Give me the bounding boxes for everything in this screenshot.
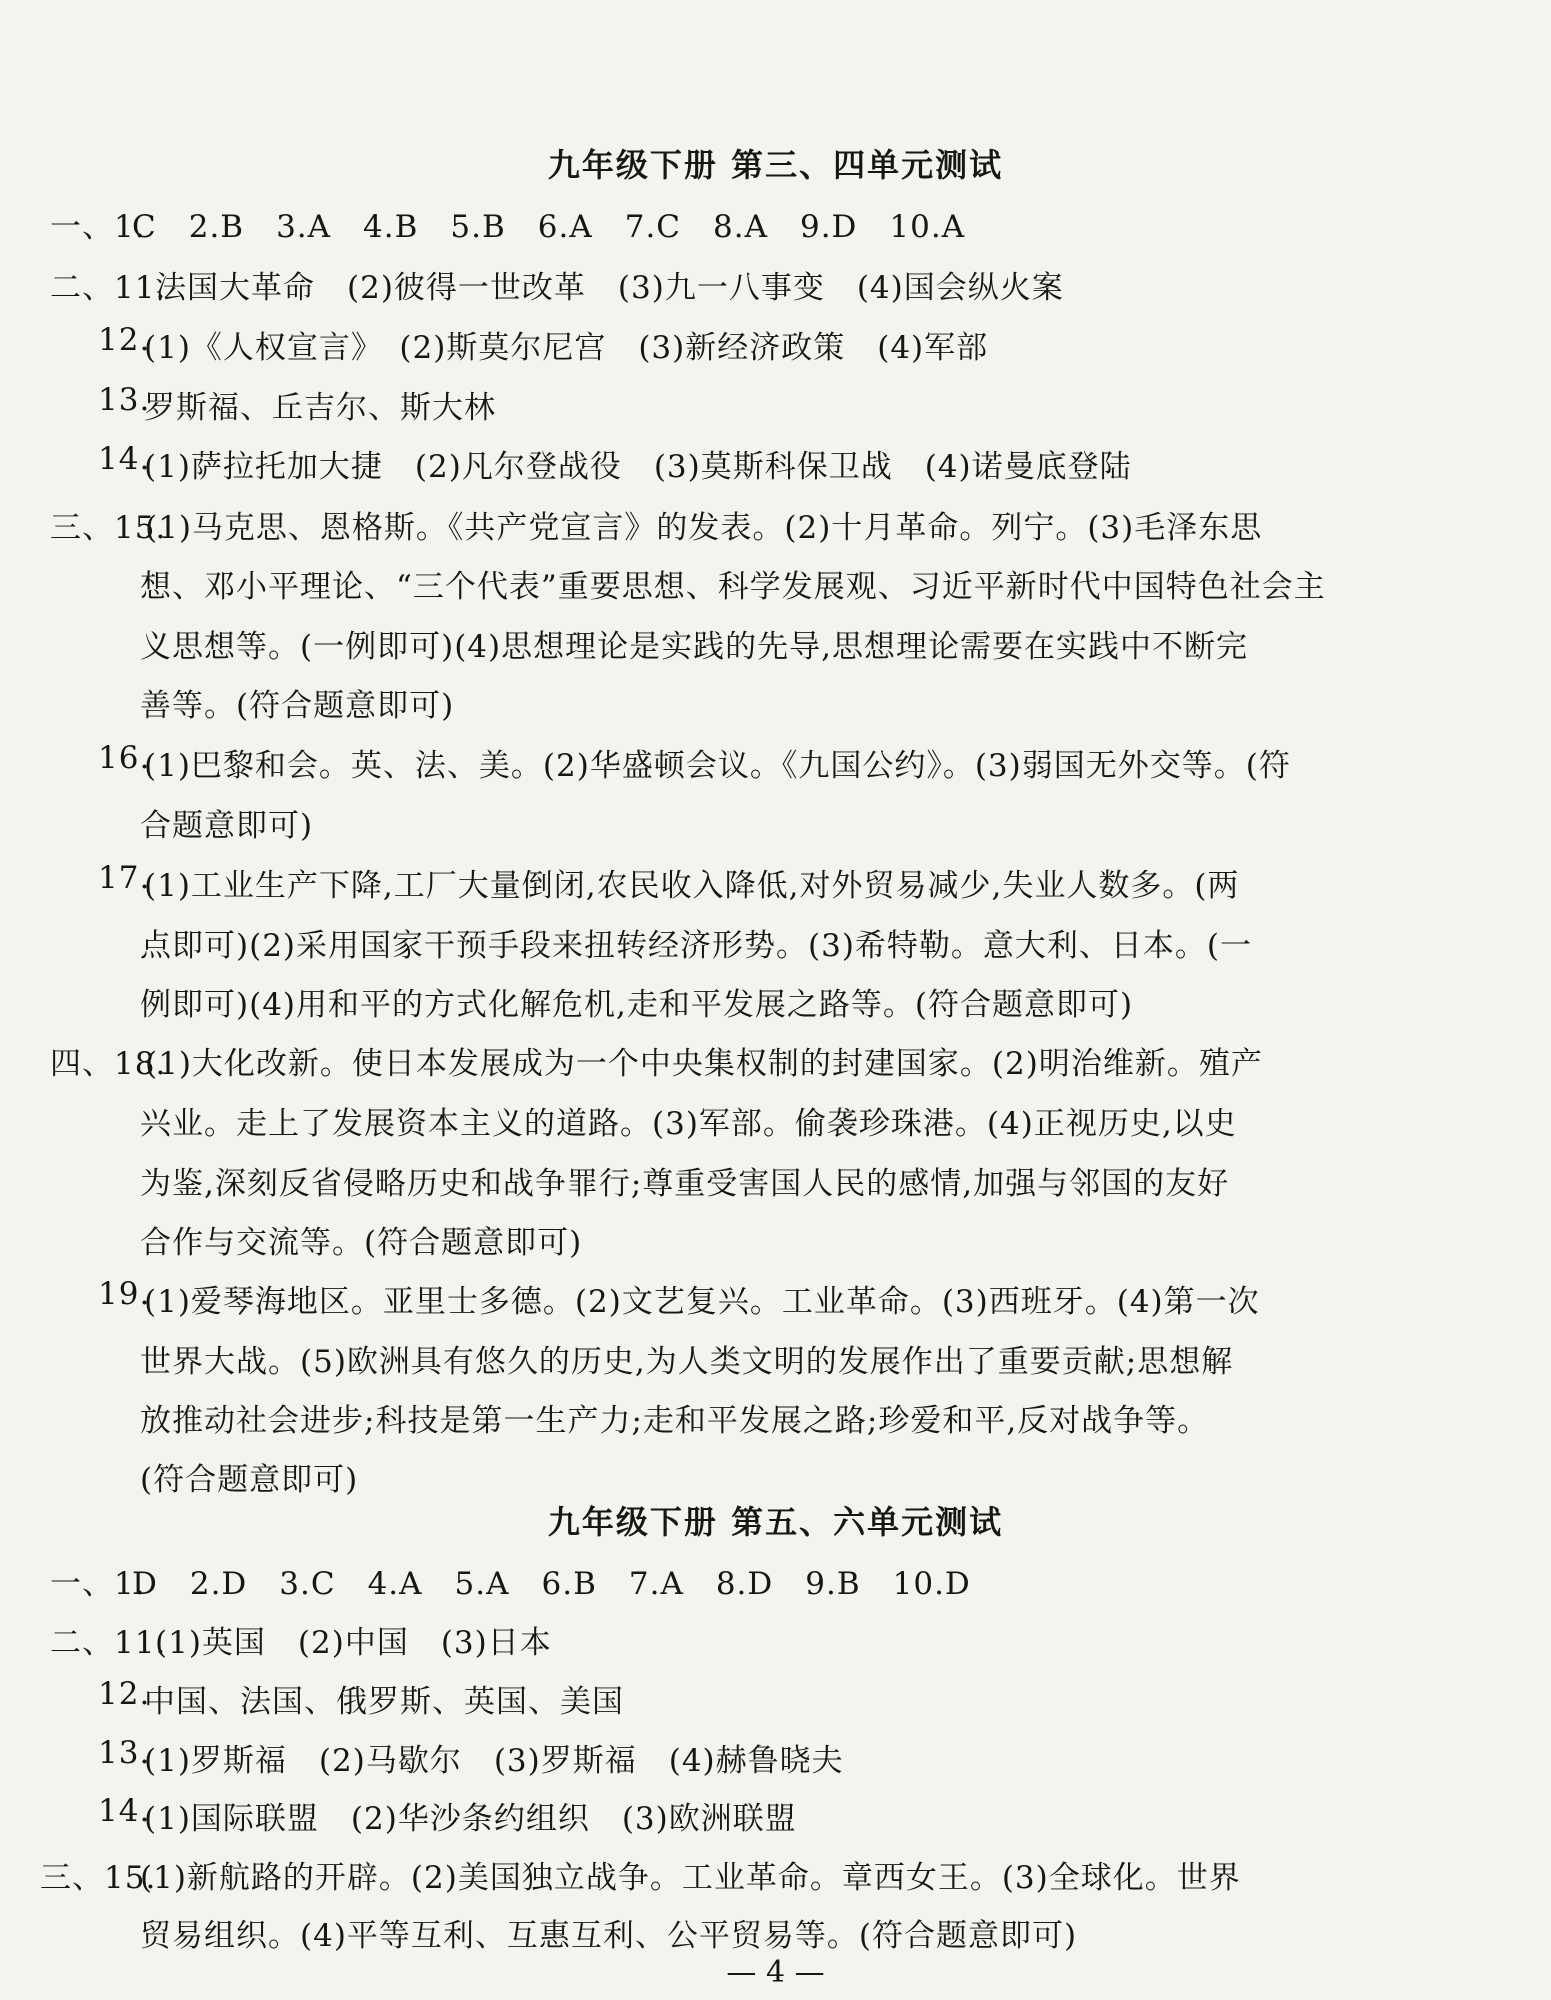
question-number: 12.	[98, 322, 151, 358]
answer-text: (1)马克思、恩格斯。《共产党宣言》的发表。(2)十月革命。列宁。(3)毛泽东思	[145, 510, 1263, 546]
answer-continuation-line: 想、邓小平理论、“三个代表”重要思想、科学发展观、习近平新时代中国特色社会主	[140, 569, 1326, 605]
question-number: 14.	[98, 1793, 151, 1829]
answer-continuation-line: 为鉴,深刻反省侵略历史和战争罪行;尊重受害国人民的感情,加强与邻国的友好	[140, 1166, 1230, 1202]
question-number: 12.	[98, 1676, 151, 1712]
question-number: 三、15.	[50, 510, 167, 546]
answer-text: C 2.B 3.A 4.B 5.B 6.A 7.C 8.A 9.D 10.A	[132, 209, 966, 245]
question-number: 一、1.	[50, 209, 146, 245]
answer-continuation-line: 合题意即可)	[140, 808, 314, 844]
answer-text: D 2.D 3.C 4.A 5.A 6.B 7.A 8.D 9.B 10.D	[132, 1566, 971, 1602]
section-title-units-5-6: 九年级下册 第五、六单元测试	[547, 1503, 1004, 1541]
answer-text: (1)大化改新。使日本发展成为一个中央集权制的封建国家。(2)明治维新。殖产	[145, 1046, 1263, 1082]
answer-continuation-line: 合作与交流等。(符合题意即可)	[140, 1225, 583, 1261]
answer-text: (1)工业生产下降,工厂大量倒闭,农民收入降低,对外贸易减少,失业人数多。(两	[144, 868, 1240, 904]
answer-text: (1)国际联盟 (2)华沙条约组织 (3)欧洲联盟	[144, 1801, 797, 1837]
answer-continuation-line: (符合题意即可)	[140, 1462, 359, 1498]
question-number: 13.	[98, 1735, 151, 1771]
answer-continuation-line: 世界大战。(5)欧洲具有悠久的历史,为人类文明的发展作出了重要贡献;思想解	[140, 1344, 1234, 1380]
question-number: 17.	[98, 860, 151, 896]
answer-text: (1)爱琴海地区。亚里士多德。(2)文艺复兴。工业革命。(3)西班牙。(4)第一次	[144, 1284, 1260, 1320]
answer-text: 法国大革命 (2)彼得一世改革 (3)九一八事变 (4)国会纵火案	[155, 270, 1064, 306]
page-number: — 4 —	[726, 1955, 825, 1990]
question-number: 14.	[98, 441, 151, 477]
answer-text: (1)《人权宣言》 (2)斯莫尔尼宫 (3)新经济政策 (4)军部	[144, 330, 989, 366]
section-title-units-3-4: 九年级下册 第三、四单元测试	[547, 146, 1004, 184]
answer-continuation-line: 贸易组织。(4)平等互利、互惠互利、公平贸易等。(符合题意即可)	[140, 1918, 1078, 1954]
question-number: 三、15.	[40, 1860, 157, 1896]
question-number: 16.	[98, 740, 151, 776]
answer-text: (1)新航路的开辟。(2)美国独立战争。工业革命。章西女王。(3)全球化。世界	[140, 1860, 1241, 1896]
question-number: 四、18.	[50, 1046, 167, 1082]
answer-continuation-line: 例即可)(4)用和平的方式化解危机,走和平发展之路等。(符合题意即可)	[140, 987, 1134, 1023]
answer-continuation-line: 义思想等。(一例即可)(4)思想理论是实践的先导,思想理论需要在实践中不断完	[140, 629, 1248, 665]
question-number: 13.	[98, 382, 151, 418]
answer-continuation-line: 点即可)(2)采用国家干预手段来扭转经济形势。(3)希特勒。意大利、日本。(一	[140, 928, 1253, 964]
question-number: 19.	[98, 1276, 151, 1312]
answer-text: (1)英国 (2)中国 (3)日本	[155, 1625, 552, 1661]
answer-continuation-line: 善等。(符合题意即可)	[140, 688, 455, 724]
answer-text: (1)罗斯福 (2)马歇尔 (3)罗斯福 (4)赫鲁晓夫	[144, 1743, 844, 1779]
question-number: 一、1.	[50, 1566, 146, 1602]
answer-text: 中国、法国、俄罗斯、英国、美国	[144, 1684, 624, 1720]
answer-text: (1)萨拉托加大捷 (2)凡尔登战役 (3)莫斯科保卫战 (4)诺曼底登陆	[144, 449, 1132, 485]
answer-text: 罗斯福、丘吉尔、斯大林	[144, 390, 496, 426]
answer-continuation-line: 兴业。走上了发展资本主义的道路。(3)军部。偷袭珍珠港。(4)正视历史,以史	[140, 1106, 1237, 1142]
question-number: 二、11.	[50, 270, 167, 306]
question-number: 二、11.	[50, 1625, 167, 1661]
answer-continuation-line: 放推动社会进步;科技是第一生产力;走和平发展之路;珍爱和平,反对战争等。	[140, 1403, 1210, 1439]
answer-text: (1)巴黎和会。英、法、美。(2)华盛顿会议。《九国公约》。(3)弱国无外交等。(符	[144, 748, 1291, 784]
